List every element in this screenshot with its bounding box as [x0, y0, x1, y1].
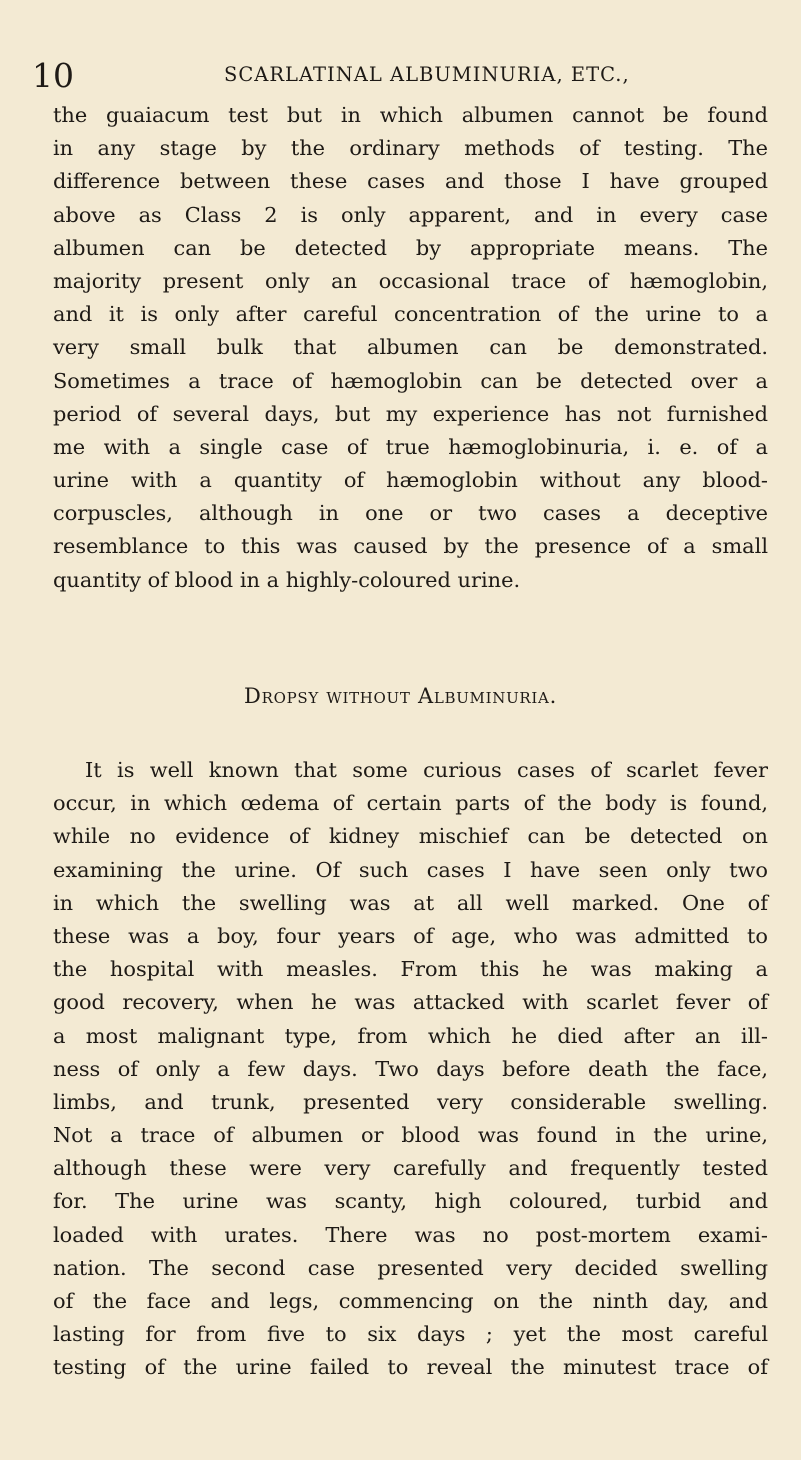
text-line: for. The urine was scanty, high coloured, turbid and [53, 1189, 768, 1214]
text-line: very small bulk that albumen can be demonstrated. [53, 335, 768, 360]
text-line: difference between these cases and those I have grouped [53, 169, 768, 194]
text-line: good recovery, when he was attacked with scarlet fever of [53, 990, 768, 1015]
text-line: quantity of blood in a highly-coloured urine. [53, 567, 521, 592]
text-line: nation. The second case presented very decided swelling [53, 1255, 768, 1280]
paragraph-1 [53, 99, 768, 597]
text-line: examining the urine. Of such cases I have seen only two [53, 857, 768, 882]
section-heading: Dropsy without Albuminuria. [244, 684, 557, 708]
text-line: testing of the urine failed to reveal the minutest trace of [53, 1355, 768, 1380]
text-line: limbs, and trunk, presented very considerable swelling. [53, 1089, 768, 1114]
text-line: corpuscles, although in one or two cases a deceptive [53, 501, 768, 526]
text-line: these was a boy, four years of age, who was admitted to [53, 923, 768, 948]
text-line: a most malignant type, from which he died after an ill- [53, 1023, 768, 1048]
text-line: me with a single case of true hæmoglobinuria, i. e. of a [53, 434, 768, 459]
text-line: in any stage by the ordinary methods of testing. The [53, 136, 768, 161]
text-line: although these were very carefully and frequently tested [53, 1156, 768, 1181]
running-head: SCARLATINAL ALBUMINURIA, ETC., [224, 63, 630, 86]
text-line: above as Class 2 is only apparent, and in every case [53, 202, 768, 227]
text-line: in which the swelling was at all well marked. One of [53, 890, 768, 915]
text-line: ness of only a few days. Two days before death the face, [53, 1056, 768, 1081]
text-line: occur, in which œdema of certain parts of the body is found, [53, 791, 768, 816]
text-line: the hospital with measles. From this he was making a [53, 957, 768, 982]
text-line: albumen can be detected by appropriate means. The [53, 235, 768, 260]
text-line: and it is only after careful concentration of the urine to a [53, 302, 768, 327]
text-line: period of several days, but my experience has not furnished [53, 401, 768, 426]
paragraph-2 [53, 754, 768, 1385]
text-line: of the face and legs, commencing on the ninth day, and [53, 1289, 768, 1313]
text-line: Sometimes a trace of hæmoglobin can be detected over a [53, 368, 768, 393]
page-number: 10 [32, 56, 74, 95]
text-line: resemblance to this was caused by the presence of a small [53, 534, 768, 559]
text-line: urine with a quantity of hæmoglobin without any blood- [53, 468, 768, 493]
text-line: majority present only an occasional trace of hæmoglobin, [53, 268, 768, 293]
text-line: lasting for from five to six days ; yet the most careful [53, 1322, 768, 1347]
text-line: Not a trace of albumen or blood was found in the urine, [53, 1123, 768, 1148]
text-line: the guaiacum test but in which albumen cannot be found [53, 103, 768, 127]
text-line: while no evidence of kidney mischief can be detected on [53, 824, 768, 849]
text-line: It is well known that some curious cases of scarlet fever [85, 758, 768, 782]
text-line: loaded with urates. There was no post-mortem exami- [53, 1222, 768, 1247]
